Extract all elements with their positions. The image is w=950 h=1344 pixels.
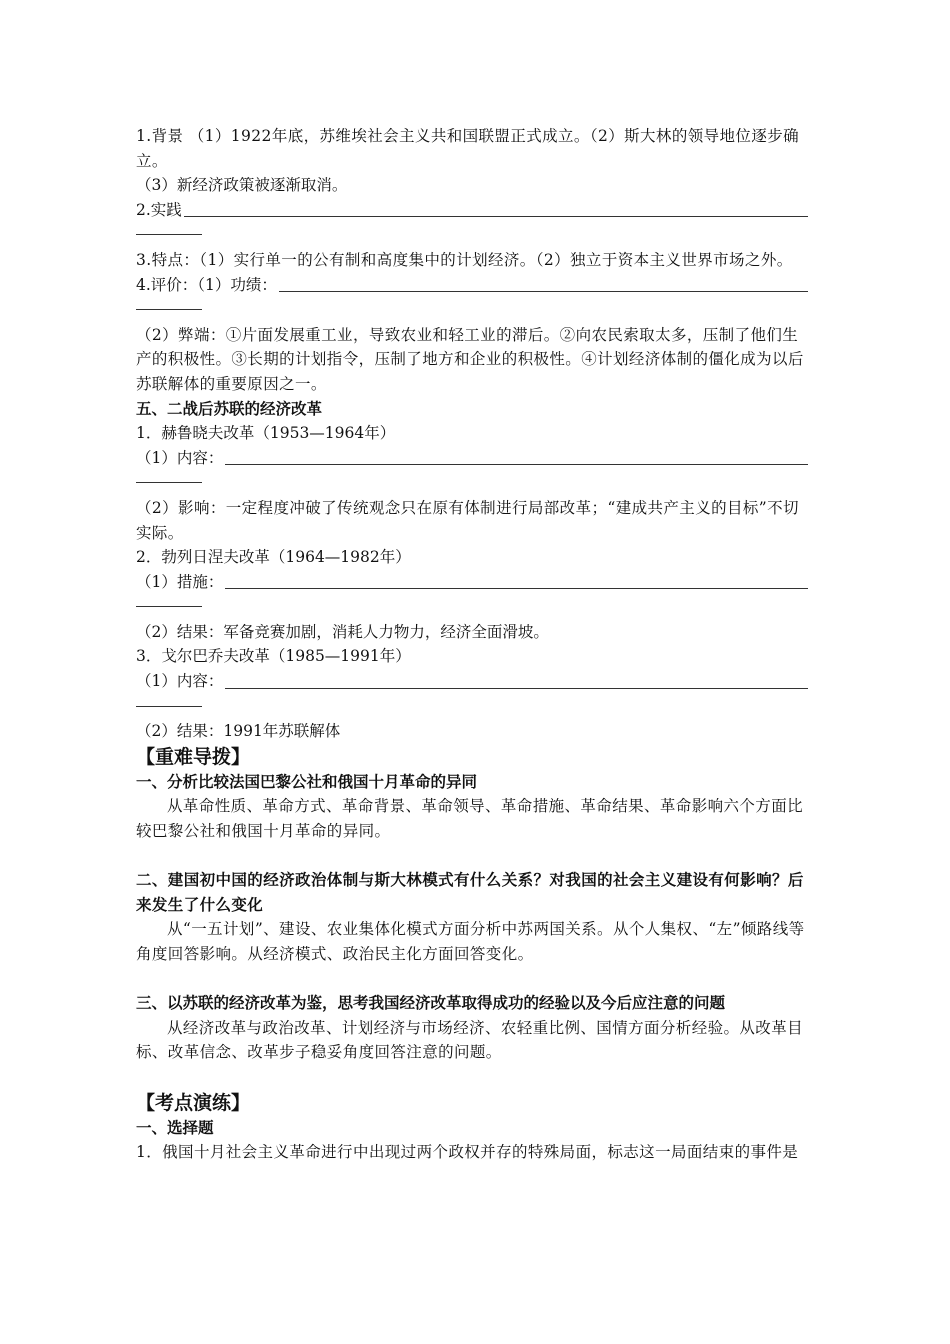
khrushchev-content-row	[136, 446, 808, 471]
khrushchev-content-blank[interactable]	[225, 464, 808, 465]
document-page	[136, 124, 808, 1165]
brezhnev-measures-row	[136, 570, 808, 595]
evaluation-label: 4.评价：（1）功绩：	[136, 275, 277, 294]
question-2-answer: 从“一五计划”、建设、农业集体化模式方面分析中苏两国关系。从个人集权、“左”倾路线等角度回答影响。从经济模式、政治民主化方面回答变化。	[136, 920, 805, 963]
gorbachev-content-blank-continued[interactable]	[136, 694, 202, 707]
background-item-3: （3）新经济政策被逐渐取消。	[136, 176, 348, 195]
practice-exercises-heading: 【考点演练】	[136, 1091, 251, 1114]
gorbachev-content-row	[136, 669, 808, 694]
brezhnev-reform-heading: 2．勃列日涅夫改革（1964—1982年）	[136, 548, 411, 567]
spacer	[136, 1065, 808, 1090]
brezhnev-measures-blank[interactable]	[225, 588, 808, 589]
features-paragraph: 3.特点：（1）实行单一的公有制和高度集中的计划经济。（2）独立于资本主义世界市场之外。	[136, 250, 793, 269]
khrushchev-reform-heading: 1．赫鲁晓夫改革（1953—1964年）	[136, 424, 396, 443]
achievements-blank-continued[interactable]	[136, 297, 202, 310]
practice-row	[136, 198, 808, 223]
spacer	[136, 967, 808, 992]
achievements-blank[interactable]	[279, 291, 808, 292]
gorbachev-result: （2）结果：1991年苏联解体	[136, 722, 341, 741]
practice-blank[interactable]	[184, 216, 808, 217]
drawbacks-paragraph: （2）弊端：①片面发展重工业，导致农业和轻工业的滞后。②向农民索取太多，压制了他们生产的积极性。③长期的计划指令，压制了地方和企业的积极性。④计划经济体制的僵化成为以后苏联解体的重要原因之一。	[136, 325, 804, 393]
question-3-answer: 从经济改革与政治改革、计划经济与市场经济、农轻重比例、国情方面分析经验。从改革目标、改革信念、改革步子稳妥角度回答注意的问题。	[136, 1018, 804, 1062]
gorbachev-reform-heading: 3．戈尔巴乔夫改革（1985—1991年）	[136, 647, 411, 666]
evaluation-row	[136, 273, 808, 298]
khrushchev-impact-paragraph: （2）影响：一定程度冲破了传统观念只在原有体制进行局部改革；“建成共产主义的目标”不切实际。	[136, 498, 799, 542]
multiple-choice-heading: 一、选择题	[136, 1117, 214, 1137]
section-5-heading: 五、二战后苏联的经济改革	[136, 398, 323, 418]
question-1-answer: 从革命性质、革命方式、革命背景、革命领导、革命措施、革命结果、革命影响六个方面比较巴黎公社和俄国十月革命的异同。	[136, 797, 804, 841]
spacer	[136, 844, 808, 869]
key-difficulty-heading: 【重难导拨】	[136, 745, 251, 768]
practice-label: 2.实践	[136, 200, 182, 219]
gorbachev-content-blank[interactable]	[225, 688, 808, 689]
brezhnev-measures-blank-continued[interactable]	[136, 594, 202, 607]
khrushchev-content-label: （1）内容：	[136, 448, 224, 467]
question-3-heading: 三、以苏联的经济改革为鉴，思考我国经济改革取得成功的经验以及今后应注意的问题	[136, 993, 726, 1013]
brezhnev-measures-label: （1）措施：	[136, 572, 224, 591]
practice-blank-continued[interactable]	[136, 222, 202, 235]
question-1-heading: 一、分析比较法国巴黎公社和俄国十月革命的异同	[136, 771, 478, 791]
background-paragraph: 1.背景 （1）1922年底，苏维埃社会主义共和国联盟正式成立。（2）斯大林的领导地位逐步确立。	[136, 127, 800, 170]
gorbachev-content-label: （1）内容：	[136, 672, 224, 691]
brezhnev-result: （2）结果：军备竞赛加剧，消耗人力物力，经济全面滑坡。	[136, 622, 549, 641]
khrushchev-content-blank-continued[interactable]	[136, 470, 202, 483]
multiple-choice-question-1: 1．俄国十月社会主义革命进行中出现过两个政权并存的特殊局面，标志这一局面结束的事件是	[136, 1143, 799, 1162]
question-2-heading: 二、建国初中国的经济政治体制与斯大林模式有什么关系？对我国的社会主义建设有何影响？后来发生了什么变化	[136, 870, 804, 914]
